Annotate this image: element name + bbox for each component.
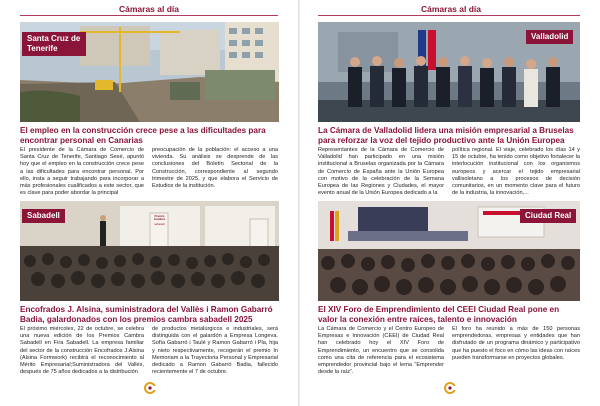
article-body-col2: política regional. El viaje, celebrado los días 14 y 15 de octubre, ha tenido como objetivo fortalecer la interlocución institucional con los organismos europeos y acercar el tejido empresarial vallisoletano a los procesos de decisión comunitarios, en un momento clave para el futuro de la industria, la innovación,... (452, 147, 580, 197)
premis-banner-text: Premis Cambra (153, 214, 166, 222)
right-header-rule (318, 15, 580, 16)
location-tag (22, 209, 65, 223)
camara-logo-icon (144, 382, 156, 394)
left-page-header: Cámaras al día (119, 4, 180, 14)
location-tag-text: Valladolid (531, 32, 569, 41)
right-page (300, 0, 600, 406)
location-tag (526, 30, 573, 44)
location-tag (22, 32, 86, 56)
left-header-rule (20, 15, 278, 16)
location-tag (520, 209, 576, 223)
location-tag-text: Ciudad Real (525, 211, 572, 220)
article-body-col2: preocupación de la población: el acceso a una vivienda. Su análisis se desprende de las conclusiones del Boletín Sectorial de la Construcción, correspondiente al segundo trimestre de 2025, y que elabora el Servicio de Estudios de la institución. (152, 147, 278, 190)
article-body-col1: El próximo miércoles, 22 de octubre, se celebra una nueva edición de los Premios Cambra Sabadell en Fira Sabadell. La empresa familiar del sector de la construcción Encofrados J.Alsina (Alsina Formwork) recibirá el reconocimiento al Mérito Empresarial;Suministradora del Vallès, después de 75 años dedicados a la distribución (20, 326, 144, 376)
article-headline: El empleo en la construcción crece pese a las dificultades para encontrar personal en Canarias (20, 126, 266, 145)
article-body-col1: La Cámara de Comercio y el Centro Europeo de Empresas e Innovación (CEEI) de Ciudad Real han celebrado hoy el XIV Foro de Emprendimiento, un encuentro que se consolida como una cita de referencia para el ecosistema emprendedor provincial bajo el lema “Emprender desde la raíz”. (318, 326, 444, 376)
article-body-col1: El presidente de la Cámara de Comercio de Santa Cruz de Tenerife, Santiago Sesé, apuntó hoy que el empleo en la construcción crece pese a las dificultades para encontrar personal. Por ello, insta a seguir trabajando para incorporar a más profesionales cualificados a este sector, que es clave para poder abordar la principal (20, 147, 144, 197)
article-body-col2: de productos metalúrgicos e industriales, será distinguida con el galardón a Empresa Longeva. Sofía Gabarró i Taulé y Ramon Gabarró i Pla, hija y nieto respectivamente, recogerán el premio In Memoriam a la Trayectoria Personal y Empresarial dedicado a Ramon Gabarró Badia, fallecido recientemente el 7 de octubre. (152, 326, 278, 376)
location-tag-text: Sabadell (27, 211, 60, 220)
article-body-col1: Representantes de la Cámara de Comercio de Valladolid han participado en una misión institucional a Bruselas organizada por la Cámara de Comercio de España ante la Unión Europea con motivo de la celebración de la Semana Europea de las Regiones y Ciudades, el mayor evento anual de la Unión Europea dedicado a la (318, 147, 444, 197)
article-headline: Encofrados J. Alsina, suministradora del Vallès i Ramon Gabarró Badia, galardonados con los premios cambra sabadell 2025 (20, 305, 273, 324)
article-body-col2: El foro ha reunido a más de 150 personas emprendedoras, empresas y entidades que han disfrutado de un programa dinámico y participativo que ha puesto el foco en cómo las ideas con raíces pueden transformarse en proyectos globales. (452, 326, 580, 361)
camara-logo-icon (444, 382, 456, 394)
article-headline: El XIV Foro de Emprendimiento del CEEI Ciudad Real pone en valor la conexión entre raíces, talento e innovación (318, 305, 560, 324)
premis-banner-sub: sabadell (154, 222, 165, 226)
right-page-header: Cámaras al día (421, 4, 482, 14)
location-tag-text: Santa Cruz de Tenerife (27, 34, 81, 53)
article-headline: La Cámara de Valladolid lidera una misión empresarial a Bruselas para reforzar la voz del tejido productivo ante la Unión Europea (318, 126, 574, 145)
